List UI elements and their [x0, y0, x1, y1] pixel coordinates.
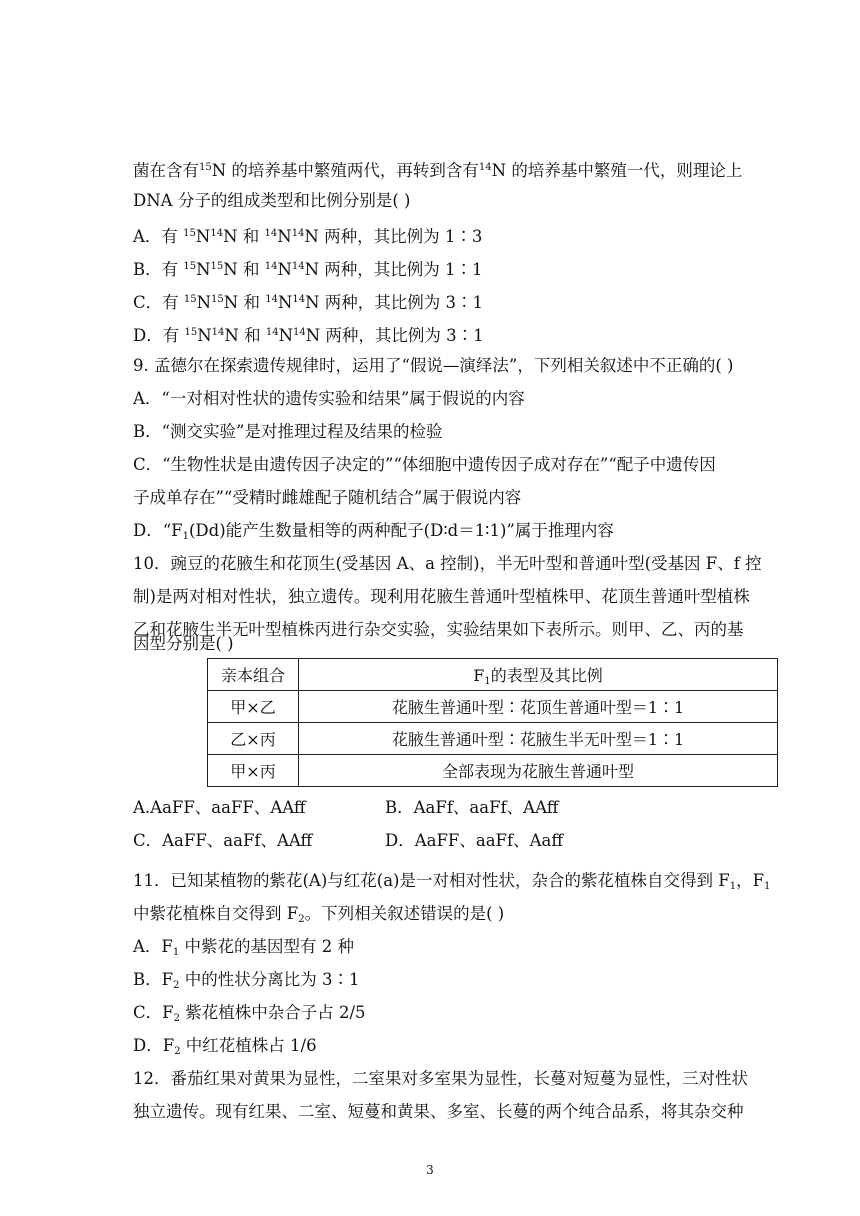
q9-option-c-line2: 子成单存在”“受精时雌雄配子随机结合”属于假说内容 [133, 488, 522, 507]
q10-stem-line3: 乙和花腋生半无叶型植株丙进行杂交实验，实验结果如下表所示。则甲、乙、丙的基 [133, 620, 744, 639]
table-cell-result: 花腋生普通叶型∶花顶生普通叶型＝1∶1 [299, 691, 778, 723]
table-row [208, 691, 778, 723]
q8-option-a: A．有 $^{15}N^{14}N$ 和 $^{14}N^{14}N$ 两种，其比例为 1∶3 [133, 227, 483, 246]
q10-option-a: A.AaFF、aaFF、AAff [133, 798, 306, 817]
q10-stem-line2: 制)是两对相对性状，独立遗传。现利用花腋生普通叶型植株甲、花顶生普通叶型植株 [133, 587, 750, 606]
table-cell-cross: 甲×丙 [208, 755, 299, 787]
q8-stem-line1: 菌在含有$^{15}$N 的培养基中繁殖两代，再转到含有$^{14}$N 的培养基中繁殖一代，则理论上 [133, 161, 743, 180]
q11-stem-line2: 中紫花植株自交得到 $F_2$。下列相关叙述错误的是( ) [133, 904, 505, 925]
q12-stem-line1: 12．番茄红果对黄果为显性，二室果对多室果为显性，长蔓对短蔓为显性，三对性状 [133, 1069, 748, 1088]
q11-option-b: B．$F_2$ 中的性状分离比为 3∶1 [133, 970, 360, 991]
q9-option-c-line1: C．“生物性状是由遗传因子决定的”“体细胞中遗传因子成对存在”“配子中遗传因 [133, 455, 716, 474]
q12-stem-line2: 独立遗传。现有红果、二室、短蔓和黄果、多室、长蔓的两个纯合品系，将其杂交种 [133, 1102, 744, 1121]
q11-option-d: D．$F_2$ 中红花植株占 1/6 [133, 1036, 317, 1057]
table-cell-cross: 乙×丙 [208, 723, 299, 755]
q9-option-b: B．“测交实验”是对推理过程及结果的检验 [133, 422, 443, 441]
q10-option-b: B．AaFf、aaFf、AAff [385, 798, 559, 817]
q8-option-b: B．有 $^{15}N^{15}N$ 和 $^{14}N^{14}N$ 两种，其比例为 1∶1 [133, 260, 483, 279]
page-number: 3 [426, 1163, 434, 1177]
q10-stem-line4: 因型分别是( ) [133, 634, 234, 653]
q11-stem-line1: 11．已知某植物的紫花(A)与红花(a)是一对相对性状，杂合的紫花植株自交得到 $F_1$，$F_1$ [133, 871, 771, 892]
table-cell-result: 花腋生普通叶型∶花腋生半无叶型＝1∶1 [299, 723, 778, 755]
q8-stem-line2: DNA 分子的组成类型和比例分别是( ) [133, 191, 411, 210]
table-header-row [208, 659, 778, 691]
table-header-result: $F_1$的表型及其比例 [299, 659, 778, 691]
q11-option-a: A．$F_1$ 中紫花的基因型有 2 种 [133, 937, 354, 958]
q8-option-c: C．有 $^{15}N^{15}N$ 和 $^{14}N^{14}N$ 两种，其比例为 3∶1 [133, 293, 484, 312]
q8-option-d: D．有 $^{15}N^{14}N$ 和 $^{14}N^{14}N$ 两种，其比例为 3∶1 [133, 326, 484, 345]
q10-results-table [207, 658, 778, 787]
q9-option-d: D．“$F_1(Dd)$能产生数量相等的两种配子(D∶d＝1∶1)”属于推理内容 [133, 521, 614, 542]
q10-stem-line1: 10．豌豆的花腋生和花顶生(受基因 A、a 控制)，半无叶型和普通叶型(受基因 F、f 控 [133, 554, 762, 573]
q10-option-d: D．AaFF、aaFf、Aaff [385, 831, 564, 850]
q11-option-c: C．$F_2$ 紫花植株中杂合子占 2/5 [133, 1003, 366, 1024]
table-header-cross: 亲本组合 [208, 659, 299, 691]
q10-option-c: C．AaFF、aaFf、AAff [133, 831, 313, 850]
table-cell-result: 全部表现为花腋生普通叶型 [299, 755, 778, 787]
q9-option-a: A．“一对相对性状的遗传实验和结果”属于假说的内容 [133, 389, 525, 408]
table-row [208, 755, 778, 787]
table-row [208, 723, 778, 755]
table-cell-cross: 甲×乙 [208, 691, 299, 723]
q9-stem: 9. 孟德尔在探索遗传规律时，运用了“假说—演绎法”，下列相关叙述中不正确的( ) [133, 356, 734, 375]
